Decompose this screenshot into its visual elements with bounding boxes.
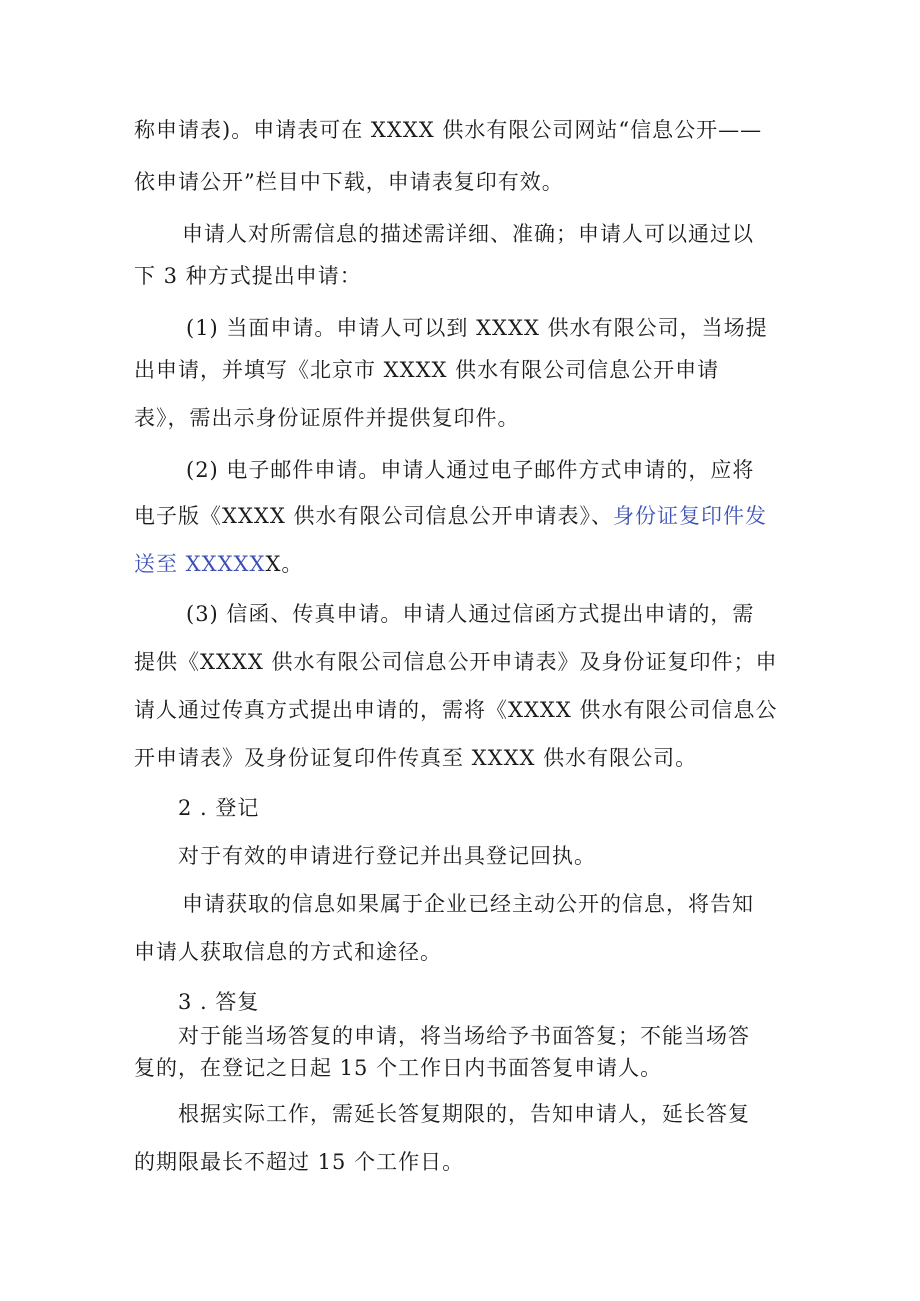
section-heading: 2 . 登记 — [178, 796, 260, 820]
text-segment: 电子版《XXXX 供水有限公司信息公开申请表》、 — [134, 504, 613, 528]
text-line: 提供《XXXX 供水有限公司信息公开申请表》及身份证复印件；申 — [134, 650, 778, 674]
text-line — [134, 502, 767, 530]
text-line: 申请人获取信息的方式和途径。 — [134, 940, 442, 964]
text-line: 表》，需出示身份证原件并提供复印件。 — [134, 406, 520, 430]
text-line: 开申请表》及身份证复印件传真至 XXXX 供水有限公司。 — [134, 746, 698, 770]
text-line: 称申请表)。申请表可在 XXXX 供水有限公司网站“信息公开—— — [134, 118, 763, 142]
text-line: 的期限最长不超过 15 个工作日。 — [134, 1150, 465, 1174]
text-line: (2) 电子邮件申请。申请人通过电子邮件方式申请的，应将 — [186, 458, 755, 482]
hyperlink-text[interactable]: 身份证复印件发 — [612, 504, 767, 528]
text-line: 申请获取的信息如果属于企业已经主动公开的信息，将告知 — [182, 892, 754, 916]
hyperlink-text[interactable]: 送至 XXXXX — [134, 552, 266, 576]
text-line: 对于有效的申请进行登记并出具登记回执。 — [178, 844, 596, 868]
text-line: (3) 信函、传真申请。申请人通过信函方式提出申请的，需 — [186, 602, 755, 626]
text-line: 出申请，并填写《北京市 XXXX 供水有限公司信息公开申请 — [134, 358, 720, 382]
text-line: 请人通过传真方式提出申请的，需将《XXXX 供水有限公司信息公 — [134, 698, 778, 722]
text-line: 申请人对所需信息的描述需详细、准确；申请人可以通过以 — [182, 222, 754, 246]
section-heading: 3 . 答复 — [178, 990, 260, 1014]
text-line: 根据实际工作，需延长答复期限的，告知申请人，延长答复 — [178, 1102, 750, 1126]
text-line: 复的，在登记之日起 15 个工作日内书面答复申请人。 — [134, 1056, 663, 1080]
text-line: 下 3 种方式提出申请： — [134, 264, 362, 288]
text-line — [134, 550, 303, 578]
text-line: 依申请公开”栏目中下载，申请表复印有效。 — [134, 170, 564, 194]
text-segment: X。 — [265, 552, 304, 576]
text-line: (1) 当面申请。申请人可以到 XXXX 供水有限公司，当场提 — [186, 316, 768, 340]
text-line: 对于能当场答复的申请，将当场给予书面答复；不能当场答 — [178, 1024, 750, 1048]
